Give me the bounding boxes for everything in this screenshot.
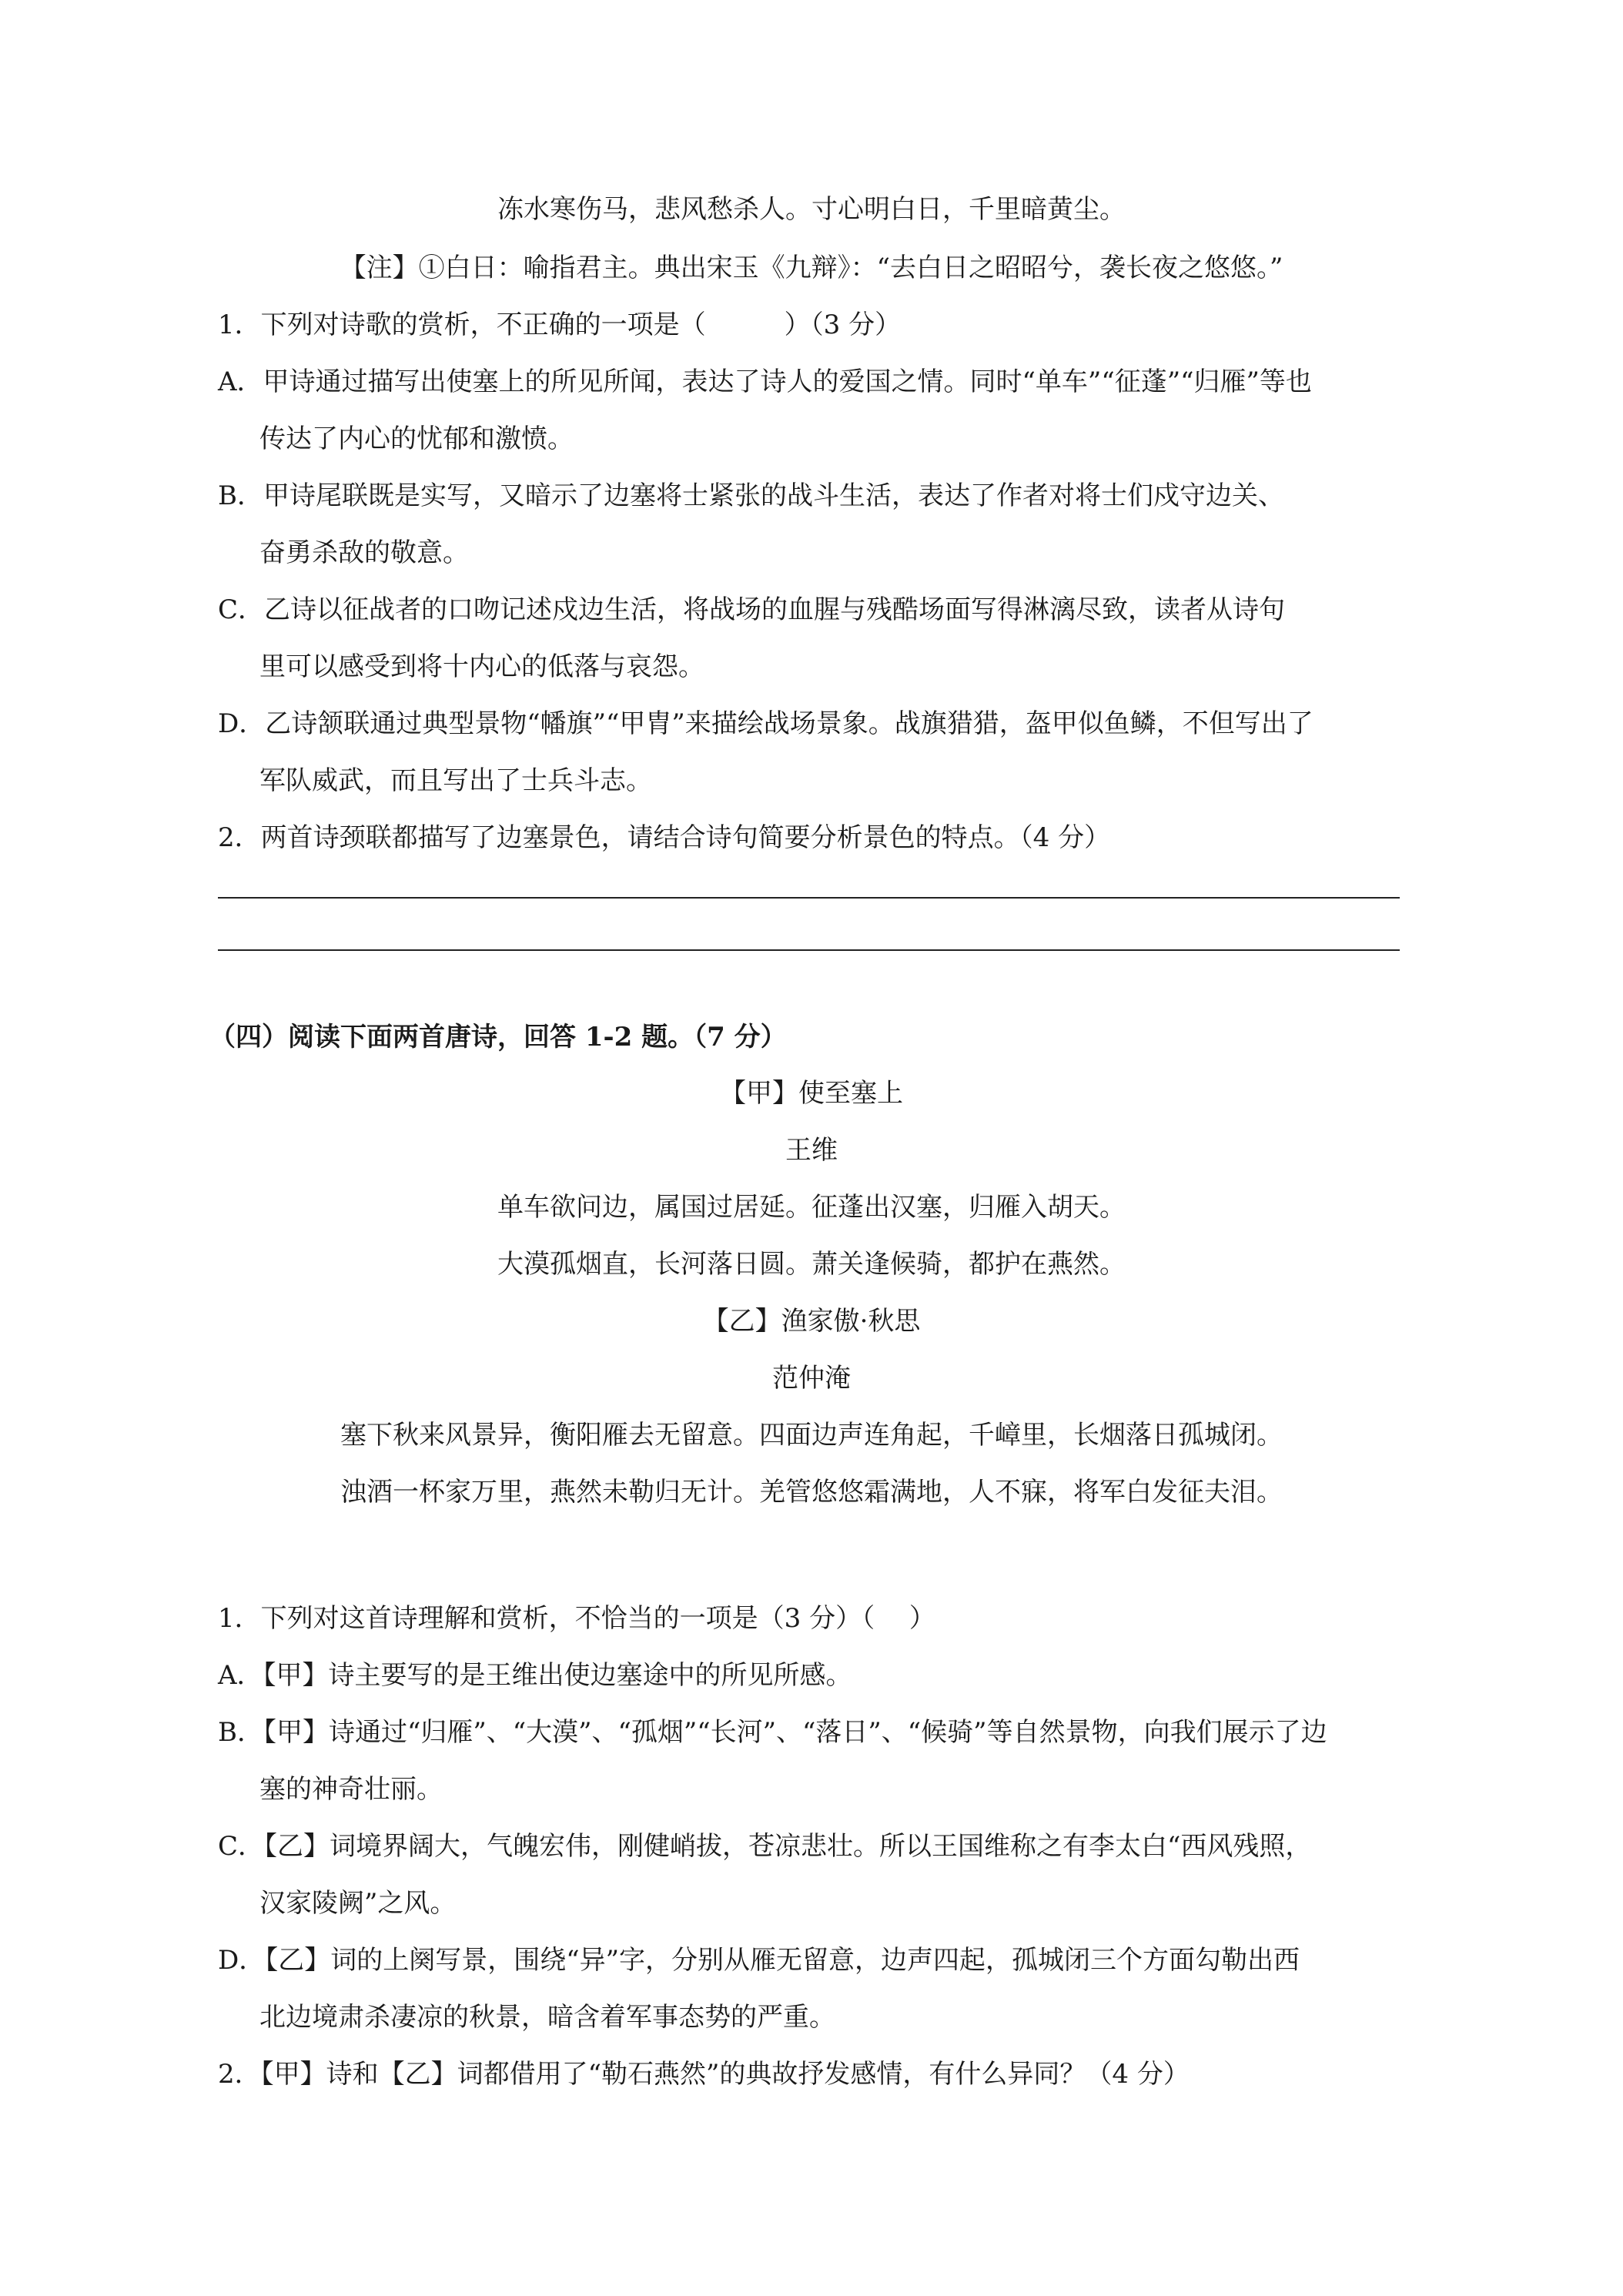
option-a-line2: 传达了内心的忧郁和激愤。: [259, 423, 574, 454]
section-4-heading: （四）阅读下面两首唐诗，回答 1-2 题。（7 分）: [209, 1022, 787, 1053]
s4-option-b-line2: 塞的神奇壮丽。: [259, 1774, 443, 1805]
question-2-stem: 2．两首诗颈联都描写了边塞景色，请结合诗句简要分析景色的特点。（4 分）: [218, 822, 1111, 853]
poem-a-line-2: 大漠孤烟直，长河落日圆。萧关逢候骑，都护在燕然。: [497, 1249, 1126, 1280]
poem-a-title: 【甲】使至塞上: [720, 1078, 903, 1109]
poem-a-line-1: 单车欲问边，属国过居延。征蓬出汉塞，归雁入胡天。: [497, 1192, 1126, 1223]
poem-note: 【注】①白日：喻指君主。典出宋玉《九辩》：“去白日之昭昭兮，袭长夜之悠悠。”: [340, 253, 1283, 283]
option-d-line1: D．乙诗颔联通过典型景物“幡旗”“甲胄”来描绘战场景象。战旗猎猎，盔甲似鱼鳞，不但写出了: [218, 708, 1313, 739]
s4-question-2-stem: 2．【甲】诗和【乙】词都借用了“勒石燕然”的典故抒发感情，有什么异同？（4 分）: [218, 2059, 1190, 2090]
option-b-line2: 奋勇杀敌的敬意。: [259, 537, 469, 568]
option-d-line2: 军队威武，而且写出了士兵斗志。: [259, 765, 652, 796]
s4-option-d-line2: 北边境肃杀凄凉的秋景，暗含着军事态势的严重。: [259, 2002, 835, 2033]
option-a-line1: A．甲诗通过描写出使塞上的所见所闻，表达了诗人的爱国之情。同时“单车”“征蓬”“归雁”等也: [218, 366, 1312, 397]
answer-line-2: [218, 949, 1400, 951]
s4-option-c-line2: 汉家陵阙”之风。: [259, 1888, 457, 1919]
option-c-line1: C．乙诗以征战者的口吻记述戍边生活，将战场的血腥与残酷场面写得淋漓尽致，读者从诗句: [218, 594, 1286, 625]
poem-b-line-1: 塞下秋来风景异，衡阳雁去无留意。四面边声连角起，千嶂里，长烟落日孤城闭。: [340, 1420, 1283, 1451]
s4-option-c-line1: C．【乙】词境界阔大，气魄宏伟，刚健峭拔，苍凉悲壮。所以王国维称之有李太白“西风残照，: [218, 1831, 1312, 1862]
poem-b-author: 范仲淹: [772, 1363, 851, 1394]
answer-line-1: [218, 897, 1400, 899]
s4-option-d-line1: D．【乙】词的上阕写景，围绕“异”字，分别从雁无留意，边声四起，孤城闭三个方面勾勒出西: [218, 1945, 1300, 1976]
s4-question-1-stem: 1．下列对这首诗理解和赏析，不恰当的一项是（3 分）（ ）: [218, 1603, 935, 1634]
option-c-line2: 里可以感受到将十内心的低落与哀怨。: [259, 651, 704, 682]
poem-a-author: 王维: [785, 1135, 838, 1166]
option-b-line1: B．甲诗尾联既是实写，又暗示了边塞将士紧张的战斗生活，表达了作者对将士们戍守边关、: [218, 480, 1284, 511]
question-1-stem: 1．下列对诗歌的赏析，不正确的一项是（ ）（3 分）: [218, 310, 902, 340]
s4-option-b-line1: B．【甲】诗通过“归雁”、“大漠”、“孤烟”“长河”、“落日”、“候骑”等自然景物，向我们展示了边: [218, 1717, 1327, 1748]
s4-option-a: A．【甲】诗主要写的是王维出使边塞途中的所见所感。: [218, 1660, 852, 1691]
poem-b-line-2: 浊酒一杯家万里，燕然未勒归无计。羌管悠悠霜满地，人不寐，将军白发征夫泪。: [340, 1477, 1283, 1508]
poem-b-title: 【乙】渔家傲·秋思: [702, 1306, 921, 1337]
poem-last-line: 冻水寒伤马，悲风愁杀人。寸心明白日，千里暗黄尘。: [497, 194, 1126, 225]
